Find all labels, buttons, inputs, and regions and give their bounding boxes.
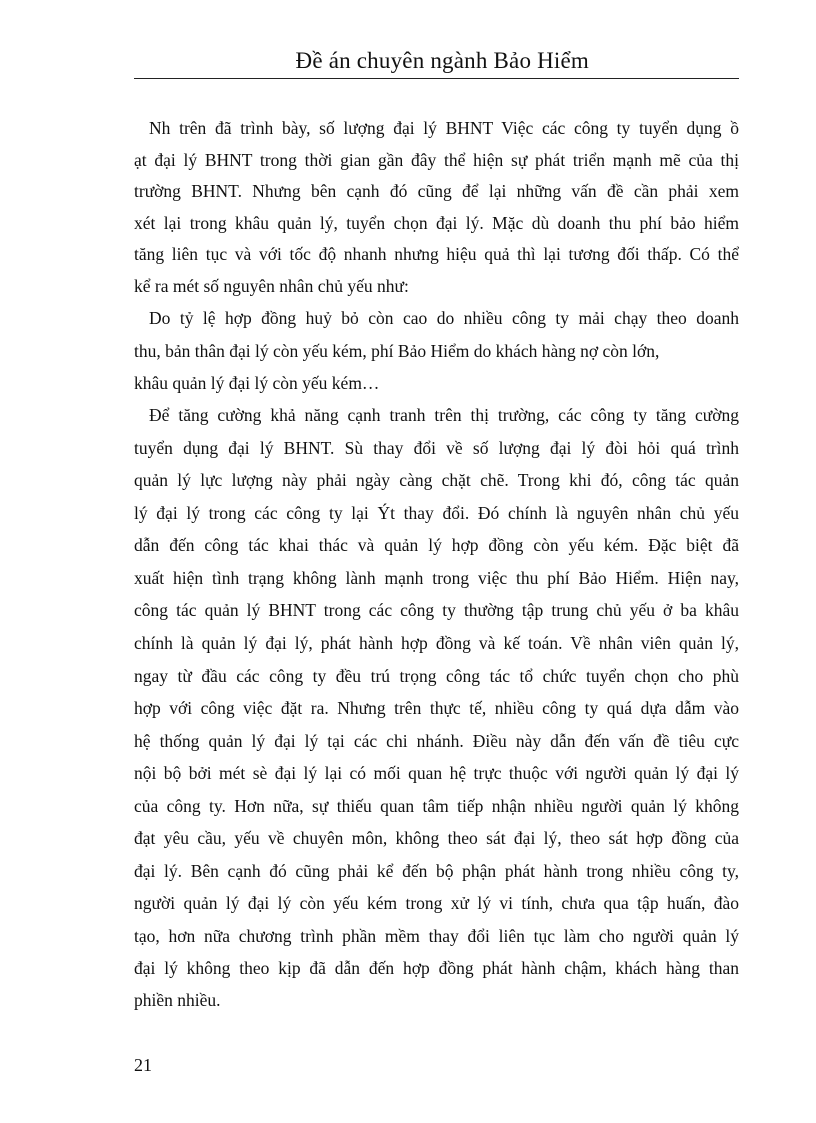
text-line: đại lý. Bên cạnh đó cũng phải kể đến bộ phận phát hành trong nhiều công ty, — [134, 861, 739, 881]
page-number: 21 — [134, 1055, 152, 1075]
text-line: công tác quản lý BHNT trong các công ty thường tập trung chủ yếu ở ba khâu — [134, 600, 739, 620]
text-line: lý đại lý trong các công ty lại Ýt thay đổi. Đó chính là nguyên nhân chủ yếu — [134, 503, 739, 523]
text-line: đạt yêu cầu, yếu về chuyên môn, không theo sát đại lý, theo sát hợp đồng của — [134, 828, 739, 848]
text-line: xét lại trong khâu quản lý, tuyển chọn đại lý. Mặc dù doanh thu phí bảo hiểm — [134, 213, 739, 233]
text-line: Do tỷ lệ hợp đồng huỷ bỏ còn cao do nhiều công ty mải chạy theo doanh — [149, 308, 739, 328]
text-line: ngay từ đầu các công ty đều trú trọng công tác tổ chức tuyển chọn cho phù — [134, 666, 739, 686]
text-line: xuất hiện tình trạng không lành mạnh trong việc thu phí Bảo Hiểm. Hiện nay, — [134, 568, 739, 588]
text-line: nội bộ bởi mét sè đại lý lại có mối quan hệ trực thuộc với người quản lý đại lý — [134, 763, 739, 783]
text-line: ạt đại lý BHNT trong thời gian gần đây thể hiện sự phát triển mạnh mẽ của thị — [134, 150, 739, 170]
text-line: hệ thống quản lý đại lý tại các chi nhánh. Điều này dẫn đến vấn đề tiêu cực — [134, 731, 739, 751]
page-header — [134, 46, 739, 79]
text-line: tăng liên tục và với tốc độ nhanh nhưng hiệu quả thì lại tương đối thấp. Có thể — [134, 244, 739, 264]
text-line: kể ra mét số nguyên nhân chủ yếu như: — [134, 276, 409, 296]
text-line: thu, bản thân đại lý còn yếu kém, phí Bảo Hiểm do khách hàng nợ còn lớn, — [134, 341, 660, 361]
text-line: hợp với công việc đặt ra. Nhưng trên thực tế, nhiều công ty quá dựa dẫm vào — [134, 698, 739, 718]
text-line: của công ty. Hơn nữa, sự thiếu quan tâm tiếp nhận nhiều người quản lý không — [134, 796, 739, 816]
text-line: Nh trên đã trình bày, số lượng đại lý BHNT Việc các công ty tuyển dụng ồ — [149, 118, 739, 138]
text-line: quản lý lực lượng này phải ngày càng chặt chẽ. Trong khi đó, công tác quản — [134, 470, 739, 490]
text-line: đại lý không theo kịp đã dẫn đến hợp đồng phát hành chậm, khách hàng than — [134, 958, 739, 978]
text-line: trường BHNT. Nhưng bên cạnh đó cũng để lại những vấn đề cần phải xem — [134, 181, 739, 201]
page-title: Đề án chuyên ngành Bảo Hiểm — [295, 48, 589, 73]
text-line: chính là quản lý đại lý, phát hành hợp đồng và kế toán. Về nhân viên quản lý, — [134, 633, 739, 653]
text-line: dẫn đến công tác khai thác và quản lý hợp đồng còn yếu kém. Đặc biệt đã — [134, 535, 739, 555]
text-line: người quản lý đại lý còn yếu kém trong xử lý vi tính, chưa qua tập huấn, đào — [134, 893, 739, 913]
text-line: tuyển dụng đại lý BHNT. Sù thay đổi về số lượng đại lý đòi hỏi quá trình — [134, 438, 739, 458]
text-line: tạo, hơn nữa chương trình phần mềm thay đổi liên tục làm cho người quản lý — [134, 926, 739, 946]
text-line: phiền nhiều. — [134, 990, 221, 1010]
text-line: khâu quản lý đại lý còn yếu kém… — [134, 373, 380, 393]
text-line: Để tăng cường khả năng cạnh tranh trên thị trường, các công ty tăng cường — [149, 405, 739, 425]
